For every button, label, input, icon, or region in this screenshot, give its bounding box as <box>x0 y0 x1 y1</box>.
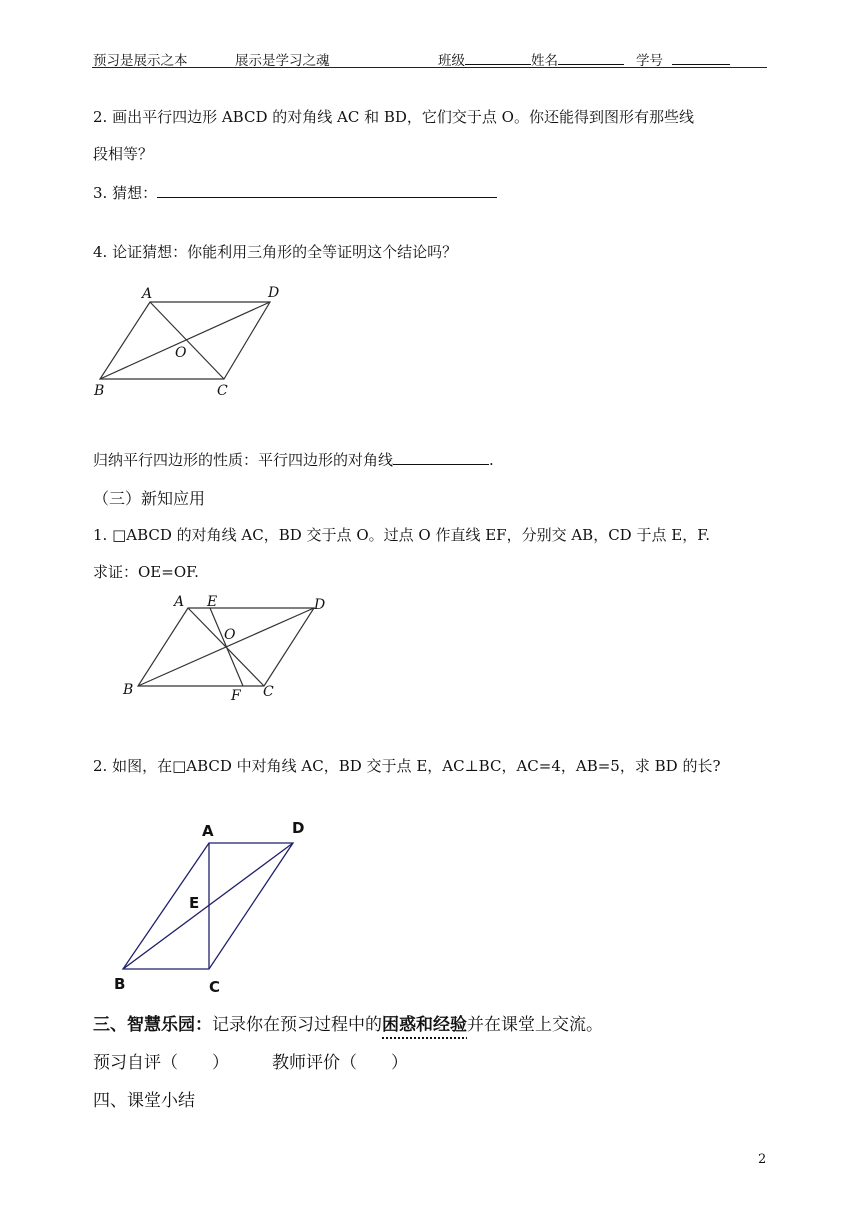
exercise-1-line2: 求证：OE=OF. <box>93 563 199 581</box>
question-2-line1: 2. 画出平行四边形 ABCD 的对角线 AC 和 BD，它们交于点 O。你还能得到图形有那些线 <box>93 108 694 126</box>
exercise-2: 2. 如图，在□ABCD 中对角线 AC，BD 交于点 E，AC⊥BC，AC=4，AB=5，求 BD 的长? <box>93 757 721 775</box>
part-3-heading: 三、智慧乐园： <box>93 1015 212 1035</box>
fig2-label-d: D <box>314 597 326 613</box>
fig1-label-a: A <box>142 286 153 302</box>
part-3-emphasis: 困惑和经验 <box>382 1015 467 1035</box>
fig3-diagonal-bd <box>123 843 293 969</box>
summary-text: 归纳平行四边形的性质：平行四边形的对角线 <box>93 451 394 469</box>
question-4: 4. 论证猜想：你能利用三角形的全等证明这个结论吗？ <box>93 243 458 261</box>
page-number: 2 <box>758 1152 767 1167</box>
part-3-text2: 并在课堂上交流。 <box>467 1015 603 1035</box>
fig2-label-a: A <box>174 594 185 610</box>
teacher-evaluation: 教师评价（ ） <box>272 1053 408 1073</box>
fig2-label-o: O <box>224 627 236 643</box>
name-label: 姓名 <box>531 53 558 69</box>
fig3-label-a: A <box>202 822 214 840</box>
number-label: 学号 <box>636 53 663 69</box>
header-motto-2: 展示是学习之魂 <box>235 53 330 69</box>
fig1-label-o: O <box>175 345 187 361</box>
fig2-label-c: C <box>263 684 274 700</box>
question-3-label: 3. 猜想： <box>93 184 158 202</box>
fig1-label-c: C <box>217 383 228 399</box>
fig1-label-b: B <box>94 383 105 399</box>
exercise-1-line1: 1. □ABCD 的对角线 AC，BD 交于点 O。过点 O 作直线 EF，分别交 AB，CD 于点 E，F. <box>93 526 711 544</box>
fig3-label-d: D <box>292 819 305 837</box>
class-label: 班级 <box>438 53 465 69</box>
header-motto-1: 预习是展示之本 <box>93 53 188 69</box>
section-3-title: （三）新知应用 <box>93 489 206 508</box>
fig2-label-b: B <box>123 682 134 698</box>
fig2-label-f: F <box>231 688 241 704</box>
part-3-text1: 记录你在预习过程中的 <box>212 1015 382 1035</box>
fig2-label-e: E <box>207 594 218 610</box>
fig3-label-c: C <box>209 978 221 996</box>
question-2-line2: 段相等？ <box>93 145 154 163</box>
fig1-label-d: D <box>268 285 280 301</box>
summary-end: . <box>489 451 494 469</box>
part-3 <box>93 1010 603 1035</box>
part-4-heading: 四、课堂小结 <box>93 1091 195 1111</box>
self-evaluation: 预习自评（ ） <box>93 1053 229 1073</box>
fig3-label-e: E <box>189 894 200 912</box>
fig3-label-b: B <box>114 975 126 993</box>
